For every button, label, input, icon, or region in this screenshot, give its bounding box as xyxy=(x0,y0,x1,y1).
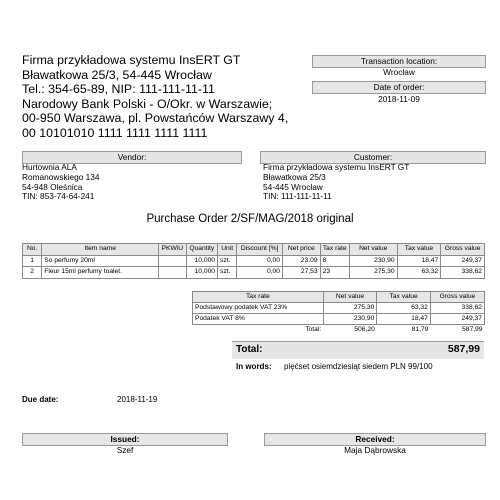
customer-tin: TIN: 111-111-11-11 xyxy=(263,191,332,202)
item-tax-value: 63,32 xyxy=(397,267,441,279)
tax-rate-name: Podatek VAT 8% xyxy=(193,314,324,325)
customer-label: Customer: xyxy=(260,151,486,164)
col-net-value: Net value xyxy=(323,292,377,303)
seller-account: 00 10101010 1111 1111 1111 1111 xyxy=(22,125,208,140)
items-table xyxy=(22,243,485,279)
transaction-location-label: Transaction location: xyxy=(312,55,486,68)
seller-address: Bławatkowa 25/3, 54-445 Wrocław xyxy=(22,67,212,82)
seller-bank: Narodowy Bank Polski - O/Okr. w Warszawie; xyxy=(22,96,273,111)
item-pkwiu xyxy=(159,255,186,267)
vendor-block xyxy=(22,163,242,202)
col-quantity: Quantity xyxy=(186,244,217,256)
issued-label: Issued: xyxy=(22,433,228,446)
order-date-label: Date of order: xyxy=(312,81,486,94)
table-row xyxy=(193,303,485,314)
col-tax-value: Tax value xyxy=(397,244,441,256)
col-discount: Discount [%] xyxy=(237,244,283,256)
vendor-street: Romanowskiego 134 xyxy=(22,171,100,182)
col-gross-value: Gross value xyxy=(441,244,485,256)
seller-block xyxy=(22,53,312,140)
total-label: Total: xyxy=(236,344,263,355)
items-header-row xyxy=(23,244,485,256)
item-tax-rate: 8 xyxy=(320,255,349,267)
col-unit: Unit xyxy=(218,244,237,256)
seller-bank-address: 00-950 Warszawa, pl. Powstańców Warszawy 4, xyxy=(22,111,289,125)
received-value: Maja Dąbrowska xyxy=(344,445,406,455)
order-date-value: 2018-11-09 xyxy=(378,94,420,104)
tax-summary-header-row xyxy=(193,292,485,303)
table-row xyxy=(23,255,485,267)
tax-summary-table xyxy=(192,291,485,335)
tax-gross-value: 249,37 xyxy=(430,314,484,325)
item-tax-value: 18,47 xyxy=(397,255,441,267)
vendor-tin: TIN: 853-74-64-241 xyxy=(22,191,95,202)
item-pkwiu xyxy=(159,267,186,279)
table-row xyxy=(193,314,485,325)
customer-city: 54-445 Wrocław xyxy=(263,181,323,192)
seller-contact: Tel.: 354-65-89, NIP: 111-111-11-11 xyxy=(22,82,215,96)
item-quantity: 10,000 xyxy=(186,255,217,267)
col-pkwiu: PKWiU xyxy=(159,244,186,256)
item-no: 2 xyxy=(23,267,42,279)
total-value: 587,99 xyxy=(447,343,480,355)
tax-total-tax: 81,79 xyxy=(411,326,429,333)
tax-total-label: Total: xyxy=(305,326,322,333)
col-gross-value: Gross value xyxy=(430,292,484,303)
item-quantity: 10,000 xyxy=(186,267,217,279)
item-name: Fleur 15ml perfumy toalet. xyxy=(42,267,159,279)
tax-tax-value: 18,47 xyxy=(377,314,431,325)
item-discount: 0,00 xyxy=(237,267,283,279)
document-title: Purchase Order 2/SF/MAG/2018 original xyxy=(146,213,354,225)
item-name: So perfumy 20ml xyxy=(42,255,159,267)
vendor-city: 54-948 Oleśnica xyxy=(22,181,83,192)
seller-name: Firma przykładowa systemu InsERT GT xyxy=(22,53,241,67)
col-tax-value: Tax value xyxy=(377,292,431,303)
tax-total-row xyxy=(193,325,485,336)
col-net-value: Net value xyxy=(349,244,397,256)
tax-rate-name: Podstawowy podatek VAT 23% xyxy=(193,303,324,314)
table-row xyxy=(23,267,485,279)
transaction-location-value: Wrocław xyxy=(383,67,415,77)
vendor-label: Vendor: xyxy=(22,151,242,164)
issued-value: Szef xyxy=(116,445,134,455)
in-words-value: pięćset osiemdziesiąt siedem PLN 99/100 xyxy=(284,362,433,371)
item-net-value: 275,30 xyxy=(349,267,397,279)
item-unit: szt. xyxy=(218,267,237,279)
item-net-price: 27,53 xyxy=(283,267,321,279)
col-no: No. xyxy=(23,244,42,256)
item-gross-value: 338,62 xyxy=(441,267,485,279)
item-tax-rate: 23 xyxy=(320,267,349,279)
tax-gross-value: 338,62 xyxy=(430,303,484,314)
item-net-price: 23,09 xyxy=(283,255,321,267)
customer-name: Firma przykładowa systemu InsERT GT xyxy=(263,162,410,172)
col-tax-rate: Tax rate xyxy=(193,292,324,303)
item-gross-value: 249,37 xyxy=(441,255,485,267)
received-label: Received: xyxy=(264,433,486,446)
customer-block xyxy=(263,163,485,202)
tax-net-value: 230,90 xyxy=(323,314,377,325)
item-unit: szt. xyxy=(218,255,237,267)
item-net-value: 230,90 xyxy=(349,255,397,267)
in-words-label: In words: xyxy=(236,362,272,371)
customer-street: Bławatkowa 25/3 xyxy=(263,171,326,182)
item-no: 1 xyxy=(23,255,42,267)
col-net-price: Net price xyxy=(283,244,321,256)
tax-tax-value: 63,32 xyxy=(377,303,431,314)
vendor-name: Hurtownia ALA xyxy=(22,162,77,172)
tax-net-value: 275,30 xyxy=(323,303,377,314)
tax-total-net: 506,20 xyxy=(354,326,375,333)
due-date-label: Due date: xyxy=(22,395,59,404)
item-discount: 0,00 xyxy=(237,255,283,267)
due-date-value: 2018-11-19 xyxy=(117,395,158,404)
tax-total-gross: 587,99 xyxy=(462,326,483,333)
col-tax-rate: Tax rate xyxy=(320,244,349,256)
col-item-name: Item name xyxy=(42,244,159,256)
